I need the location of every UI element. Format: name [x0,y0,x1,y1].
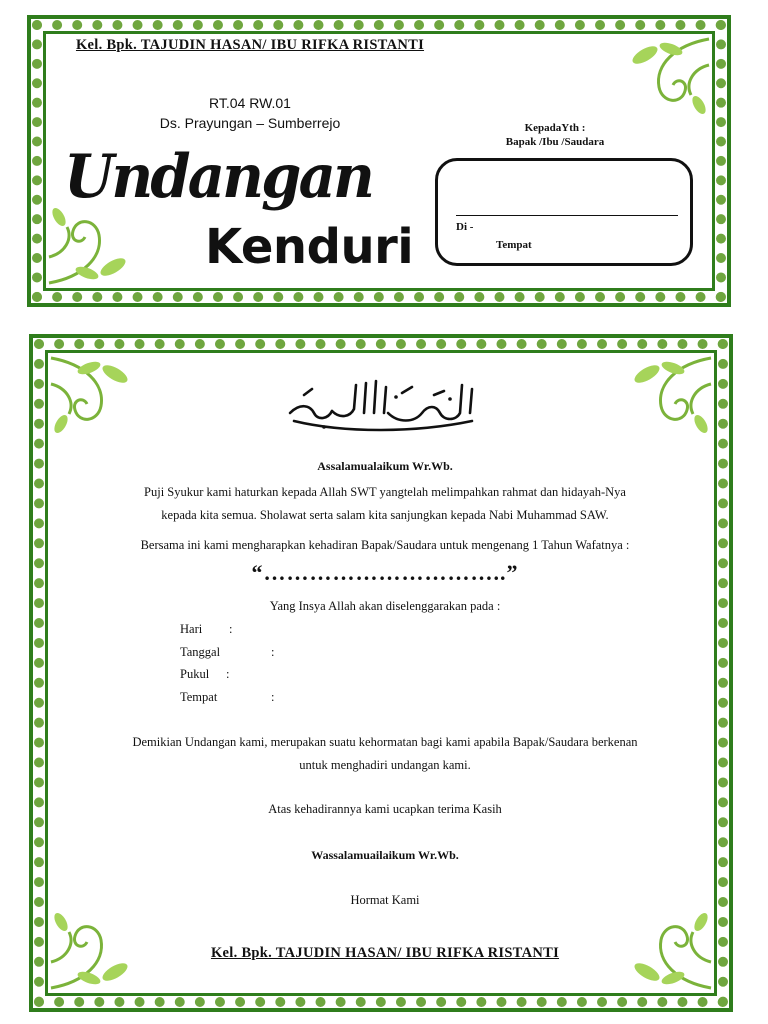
address-di-label: Di - [456,221,474,233]
paragraph-2: Bersama ini kami mengharapkan kehadiran Bapak/Saudara untuk mengenang 1 Tahun Wafatnya : [140,538,630,552]
corner-ornament-icon [47,205,143,287]
detail-label-pukul: Pukul [180,667,210,681]
detail-colon-tanggal: : [271,645,275,659]
address-box [435,158,693,266]
title-kenduri: Kenduri [205,219,414,275]
detail-label-tempat: Tempat [180,690,218,704]
basmalah-calligraphy-icon [284,373,478,435]
respect-line: Hormat Kami [350,893,420,907]
signature-family-name: Kel. Bpk. TAJUDIN HASAN/ IBU RIFKA RISTANTI [210,945,560,961]
greeting: Assalamualaikum Wr.Wb. [317,459,453,473]
corner-ornament-icon [49,354,145,436]
detail-colon-pukul: : [226,667,230,681]
address-line [456,215,678,216]
paragraph-4: Atas kehadirannya kami ucapkan terima Kasih [268,802,502,816]
address-tempat-label: Tempat [496,239,532,251]
detail-colon-hari: : [229,622,233,636]
envelope-rt-rw: RT.04 RW.01 [209,95,291,111]
closing-greeting: Wassalamuailaikum Wr.Wb. [311,848,459,862]
paragraph-1-line-2: kepada kita semua. Sholawat serta salam kita sanjungkan kepada Nabi Muhammad SAW. [161,508,609,522]
envelope-card [27,15,731,307]
title-undangan: Undangan [64,142,373,212]
deceased-name-placeholder: “…………………………..” [251,560,519,585]
corner-ornament-icon [615,35,711,117]
detail-colon-tempat: : [271,690,275,704]
envelope-village: Ds. Prayungan – Sumberrejo [159,115,341,131]
paragraph-3-line-2: untuk menghadiri undangan kami. [299,758,471,772]
detail-label-tanggal: Tanggal [180,645,221,659]
envelope-family-name: Kel. Bpk. TAJUDIN HASAN/ IBU RIFKA RISTANTI [75,37,425,53]
paragraph-1-line-1: Puji Syukur kami haturkan kepada Allah SWT yangtelah melimpahkan rahmat dan hidayah-Nya [144,485,626,499]
detail-label-hari: Hari [180,622,203,636]
recipient-heading: KepadaYth : [524,122,586,134]
letter-card [29,334,733,1012]
corner-ornament-icon [617,354,713,436]
paragraph-3-line-1: Demikian Undangan kami, merupakan suatu kehormatan bagi kami apabila Bapak/Saudara berkenan [132,735,638,749]
recipient-salutation: Bapak /Ibu /Saudara [505,136,605,148]
details-intro: Yang Insya Allah akan diselenggarakan pada : [269,599,501,613]
